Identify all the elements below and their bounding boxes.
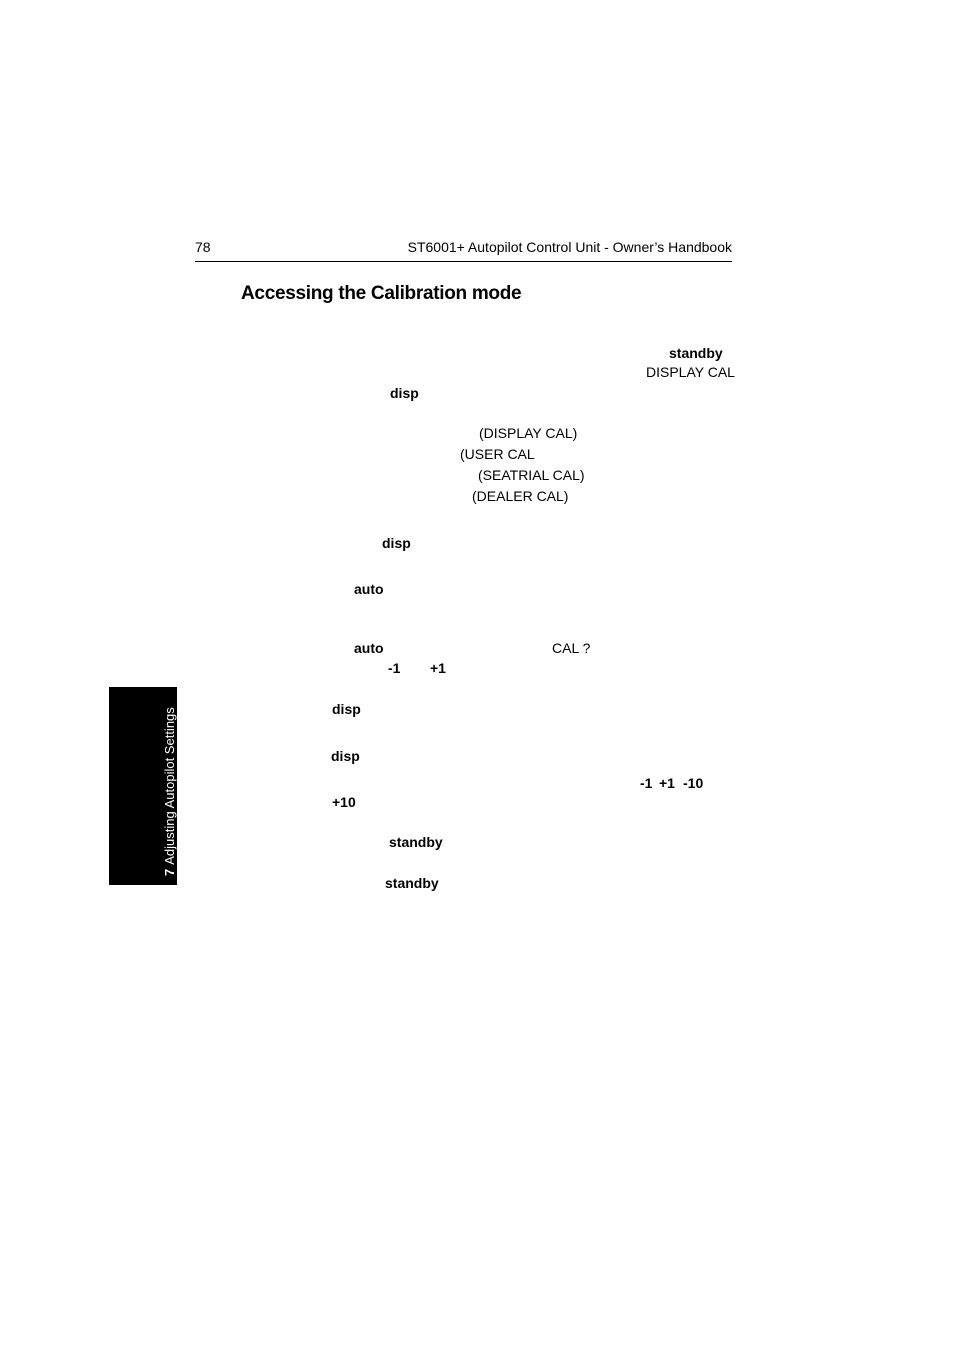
plus-ten-key-label: +10 <box>332 794 356 810</box>
minus-ten-key-label: -10 <box>683 775 704 791</box>
display-cal-text: DISPLAY CAL <box>646 364 735 380</box>
standby-key-label: standby <box>669 345 723 361</box>
standby-key-label: standby <box>385 875 439 891</box>
dealer-cal-option: (DEALER CAL) <box>472 488 569 504</box>
chapter-number: 7 <box>162 868 177 876</box>
chapter-title: Adjusting Autopilot Settings <box>162 707 177 865</box>
standby-key-label: standby <box>389 834 443 850</box>
display-cal-option: (DISPLAY CAL) <box>479 425 578 441</box>
section-heading: Accessing the Calibration mode <box>241 283 522 304</box>
seatrial-cal-option: (SEATRIAL CAL) <box>478 467 585 483</box>
cal-prompt-text: CAL ? <box>552 640 591 656</box>
user-cal-option: (USER CAL <box>460 446 535 462</box>
auto-key-label: auto <box>354 581 384 597</box>
auto-key-label: auto <box>354 640 384 656</box>
disp-key-label: disp <box>332 701 361 717</box>
disp-key-label: disp <box>382 535 411 551</box>
header-rule <box>195 261 732 262</box>
disp-key-label: disp <box>331 748 360 764</box>
minus-one-key-label: -1 <box>640 775 653 791</box>
plus-one-key-label: +1 <box>659 775 675 791</box>
disp-key-label: disp <box>390 385 419 401</box>
minus-one-key-label: -1 <box>388 660 401 676</box>
running-title: ST6001+ Autopilot Control Unit - Owner’s Handbook <box>407 239 732 255</box>
plus-one-key-label: +1 <box>430 660 446 676</box>
page-number: 78 <box>195 239 211 255</box>
chapter-tab-label <box>162 707 177 876</box>
